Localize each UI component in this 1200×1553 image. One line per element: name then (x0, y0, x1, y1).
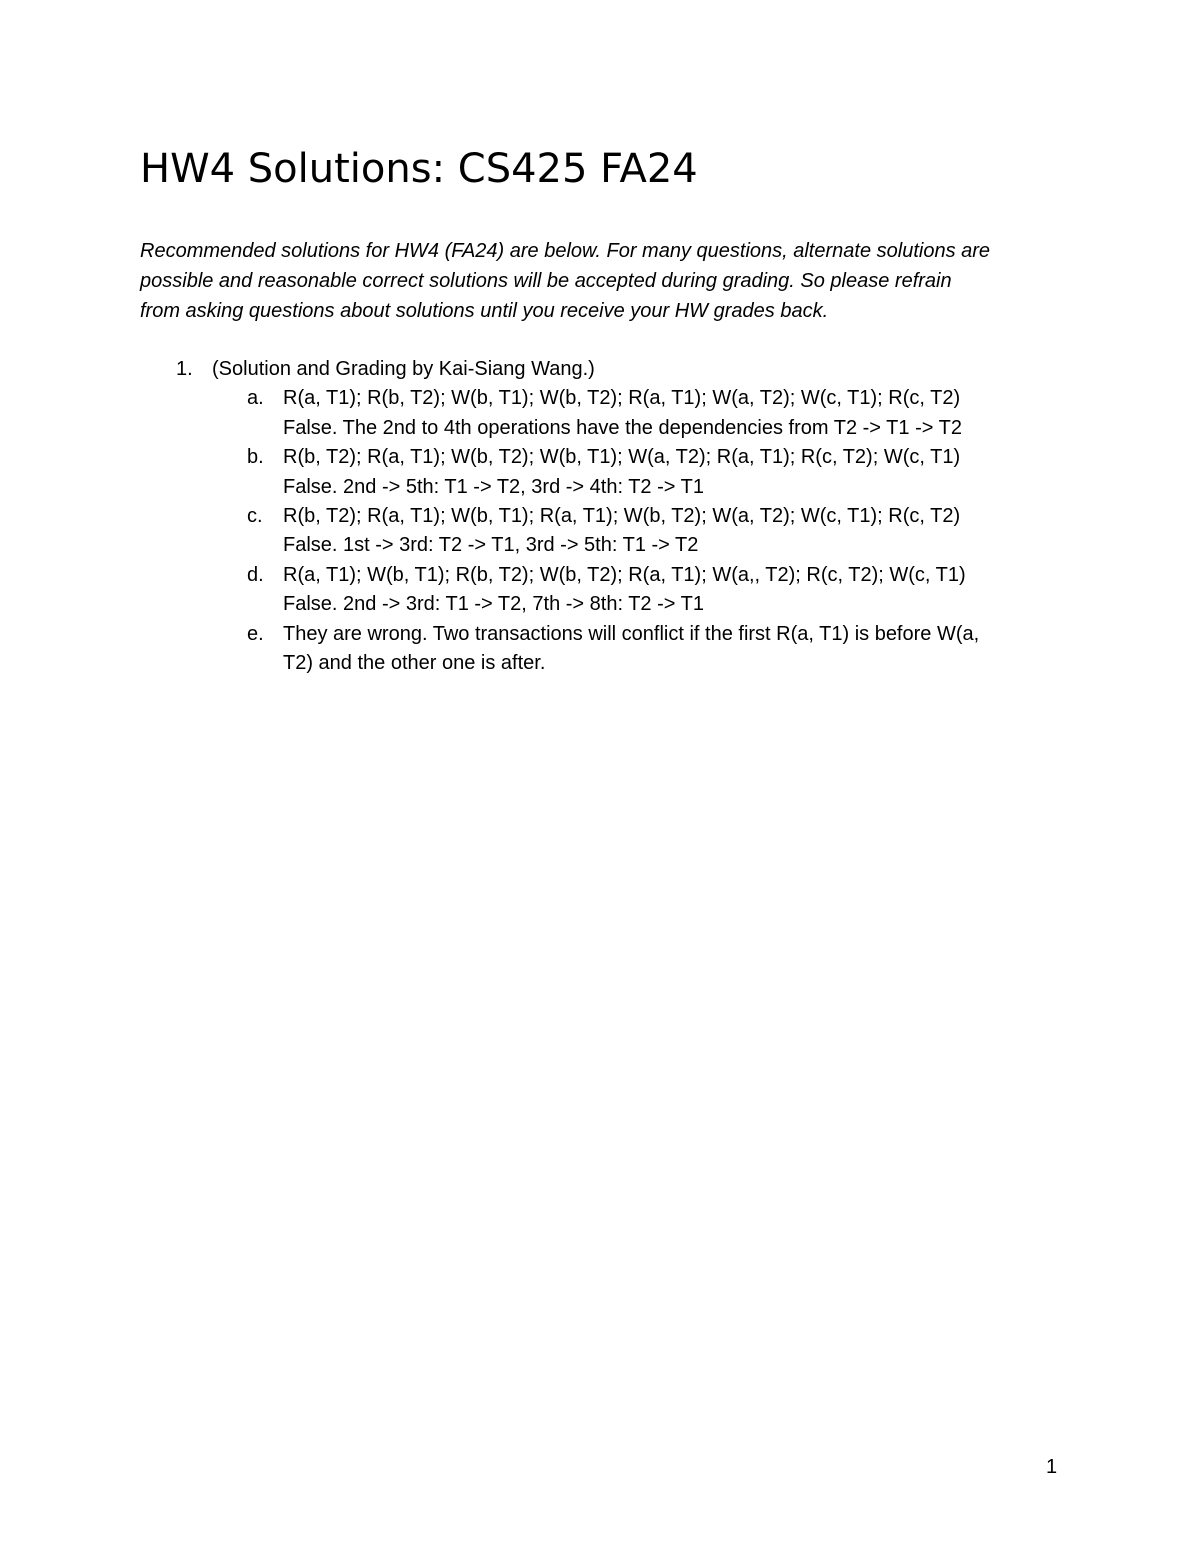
intro-line: possible and reasonable correct solutions will be accepted during grading. So please refrain (140, 270, 952, 292)
answer-line: False. 2nd -> 5th: T1 -> T2, 3rd -> 4th: T2 -> T1 (283, 475, 704, 498)
document-title: HW4 Solutions: CS425 FA24 (140, 146, 698, 192)
answer-line: They are wrong. Two transactions will conflict if the first R(a, T1) is before W(a, (283, 622, 980, 645)
sub-answer-marker: c. (247, 505, 263, 528)
answer-line: False. 1st -> 3rd: T2 -> T1, 3rd -> 5th: T1 -> T2 (283, 534, 699, 557)
question-heading-text: (Solution and Grading by Kai-Siang Wang.) (212, 358, 595, 380)
answer-line: False. The 2nd to 4th operations have the dependencies from T2 -> T1 -> T2 (283, 416, 962, 439)
intro-paragraph (140, 236, 1075, 326)
sub-answer-marker: a. (247, 387, 264, 410)
sub-answer-marker: e. (247, 622, 264, 645)
intro-line: from asking questions about solutions until you receive your HW grades back. (140, 300, 829, 322)
question-heading (140, 355, 1075, 384)
sub-answer-marker: b. (247, 446, 264, 469)
answer-line: False. 2nd -> 3rd: T1 -> T2, 7th -> 8th: T2 -> T1 (283, 593, 704, 616)
sub-answer-marker: d. (247, 563, 264, 586)
answer-line: T2) and the other one is after. (283, 652, 546, 675)
sub-answer-item (140, 620, 1075, 679)
schedule-line: R(b, T2); R(a, T1); W(b, T2); W(b, T1); W(a, T2); R(a, T1); R(c, T2); W(c, T1) (283, 446, 961, 469)
intro-line: Recommended solutions for HW4 (FA24) are below. For many questions, alternate solutions are (140, 240, 991, 262)
page-number: 1 (1046, 1456, 1058, 1478)
sub-answer-item (140, 443, 1075, 502)
schedule-line: R(b, T2); R(a, T1); W(b, T1); R(a, T1); W(b, T2); W(a, T2); W(c, T1); R(c, T2) (283, 505, 961, 528)
sub-answer-item (140, 561, 1075, 620)
sub-answer-item (140, 502, 1075, 561)
question-number: 1. (176, 358, 193, 380)
schedule-line: R(a, T1); W(b, T1); R(b, T2); W(b, T2); R(a, T1); W(a,, T2); R(c, T2); W(c, T1) (283, 563, 966, 586)
question-item (140, 355, 1075, 678)
question-list (140, 355, 1075, 678)
schedule-line: R(a, T1); R(b, T2); W(b, T1); W(b, T2); R(a, T1); W(a, T2); W(c, T1); R(c, T2) (283, 387, 961, 410)
sub-answer-list (140, 384, 1075, 678)
sub-answer-item (140, 384, 1075, 443)
